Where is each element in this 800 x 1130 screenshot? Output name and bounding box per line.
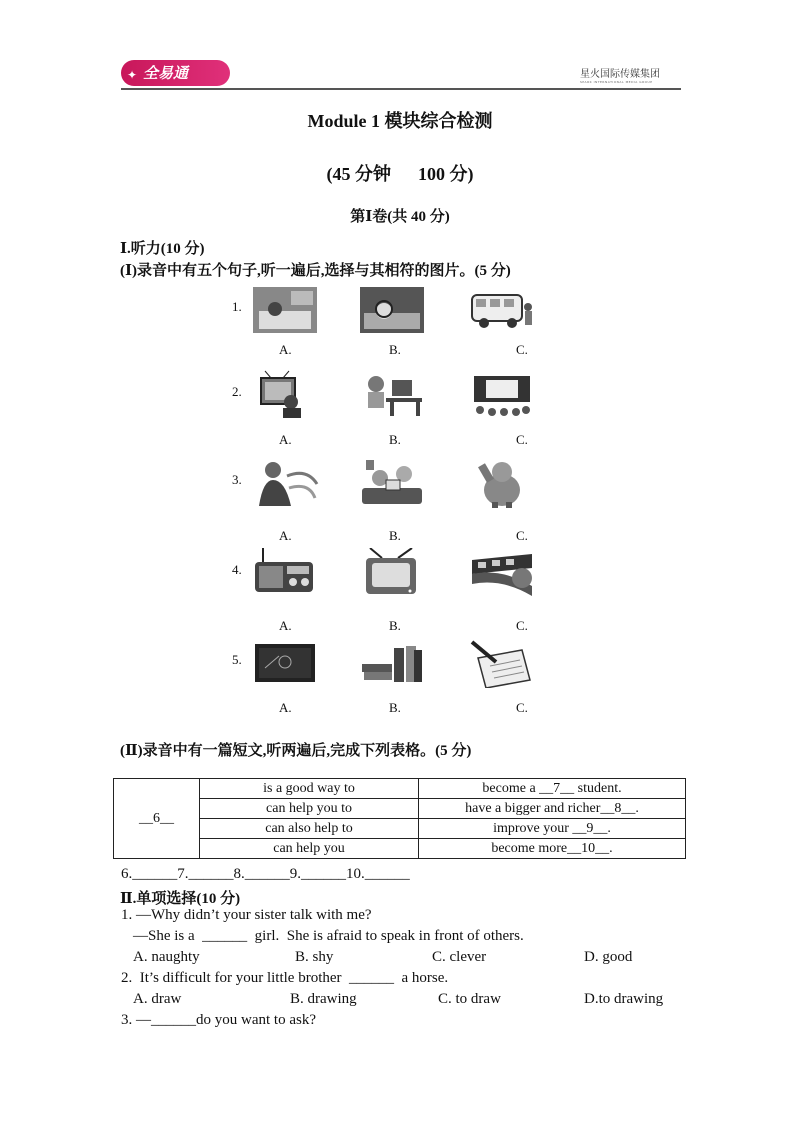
answer-blanks-line: 6.______7.______8.______9.______10.______ [121, 866, 410, 882]
question-2-option-c[interactable]: C. to draw [438, 991, 501, 1007]
header-divider [121, 88, 681, 90]
cinema-image [468, 370, 536, 420]
publisher-name: 星火国际传媒集团 [580, 69, 660, 80]
table-cell: have a bigger and richer__8__. [419, 799, 686, 819]
listening-table [113, 778, 686, 859]
brand-logo [121, 60, 230, 86]
question-1-option-a[interactable]: A. naughty [133, 949, 200, 965]
table-cell: can also help to [200, 819, 419, 839]
picture-option-label[interactable]: C. [516, 342, 528, 357]
table-cell: improve your __9__. [419, 819, 686, 839]
kids-reading-bed-image [358, 458, 426, 508]
logo-text: 全易通 [143, 64, 189, 82]
page-title: Module 1 模块综合检测 [307, 111, 493, 131]
section-listening-title: Ⅰ.听力(10 分) [120, 241, 205, 257]
paper-heading: 第Ⅰ卷(共 40 分) [350, 209, 450, 225]
picture-option-label[interactable]: C. [516, 618, 528, 633]
picture-option-label[interactable]: C. [516, 700, 528, 715]
radio-image [251, 548, 319, 598]
listening-part2-instructions: (Ⅱ)录音中有一篇短文,听两遍后,完成下列表格。(5 分) [120, 743, 472, 759]
pen-notebook-image [468, 638, 536, 688]
question-2: 2. It’s difficult for your little brother ______ a horse. [121, 970, 449, 986]
table-blank-6: __6__ [114, 779, 200, 859]
picture-option-label[interactable]: A. [279, 618, 292, 633]
picture-option-label[interactable]: A. [279, 342, 292, 357]
child-sleeping-image [358, 285, 426, 335]
picture-question-number: 3. [232, 472, 242, 487]
picture-option-label[interactable]: C. [516, 432, 528, 447]
picture-option-label[interactable]: A. [279, 700, 292, 715]
picture-option-label[interactable]: B. [389, 528, 401, 543]
person-sleeping-image [251, 285, 319, 335]
television-image [358, 548, 426, 598]
picture-option-label[interactable]: B. [389, 700, 401, 715]
picture-option-label[interactable]: B. [389, 432, 401, 447]
section-choice-title: Ⅱ.单项选择(10 分) [120, 891, 241, 907]
table-cell: can help you [200, 839, 419, 859]
picture-option-label[interactable]: B. [389, 618, 401, 633]
picture-option-label[interactable]: B. [389, 342, 401, 357]
girl-computer-image [358, 370, 426, 420]
question-1-option-b[interactable]: B. shy [295, 949, 334, 965]
question-1-option-d[interactable]: D. good [584, 949, 633, 965]
picture-option-label[interactable]: C. [516, 528, 528, 543]
picture-option-label[interactable]: A. [279, 528, 292, 543]
elephant-cartoon-image [468, 458, 536, 508]
picture-question-number: 1. [232, 299, 242, 314]
picture-question-number: 4. [232, 562, 242, 577]
bus-children-image [468, 285, 536, 335]
question-2-option-a[interactable]: A. draw [133, 991, 182, 1007]
table-cell: can help you to [200, 799, 419, 819]
question-1-option-c[interactable]: C. clever [432, 949, 487, 965]
film-reel-image [468, 548, 536, 598]
picture-question-number: 2. [232, 384, 242, 399]
table-cell: become a __7__ student. [419, 779, 686, 799]
logo-star-icon: ✦ [127, 68, 138, 82]
table-cell: become more__10__. [419, 839, 686, 859]
man-phone-image [251, 458, 319, 508]
question-2-option-d[interactable]: D.to drawing [584, 991, 664, 1007]
table-cell: is a good way to [200, 779, 419, 799]
books-stack-image [358, 638, 426, 688]
listening-part1-instructions: (Ⅰ)录音中有五个句子,听一遍后,选择与其相符的图片。(5 分) [120, 263, 511, 279]
boy-watching-tv-image [251, 370, 319, 420]
question-1-line2: —She is a ______ girl. She is afraid to speak in front of others. [133, 928, 524, 944]
picture-option-label[interactable]: A. [279, 432, 292, 447]
blackboard-image [251, 638, 319, 688]
publisher-subtitle: SPARK INTERNATIONAL MEDIA GROUP [580, 80, 653, 84]
question-3: 3. —______do you want to ask? [121, 1012, 316, 1028]
question-2-option-b[interactable]: B. drawing [290, 991, 357, 1007]
picture-question-number: 5. [232, 652, 242, 667]
question-1-line1: 1. —Why didn’t your sister talk with me? [121, 907, 372, 923]
exam-duration: (45 分钟 100 分) [326, 164, 474, 184]
